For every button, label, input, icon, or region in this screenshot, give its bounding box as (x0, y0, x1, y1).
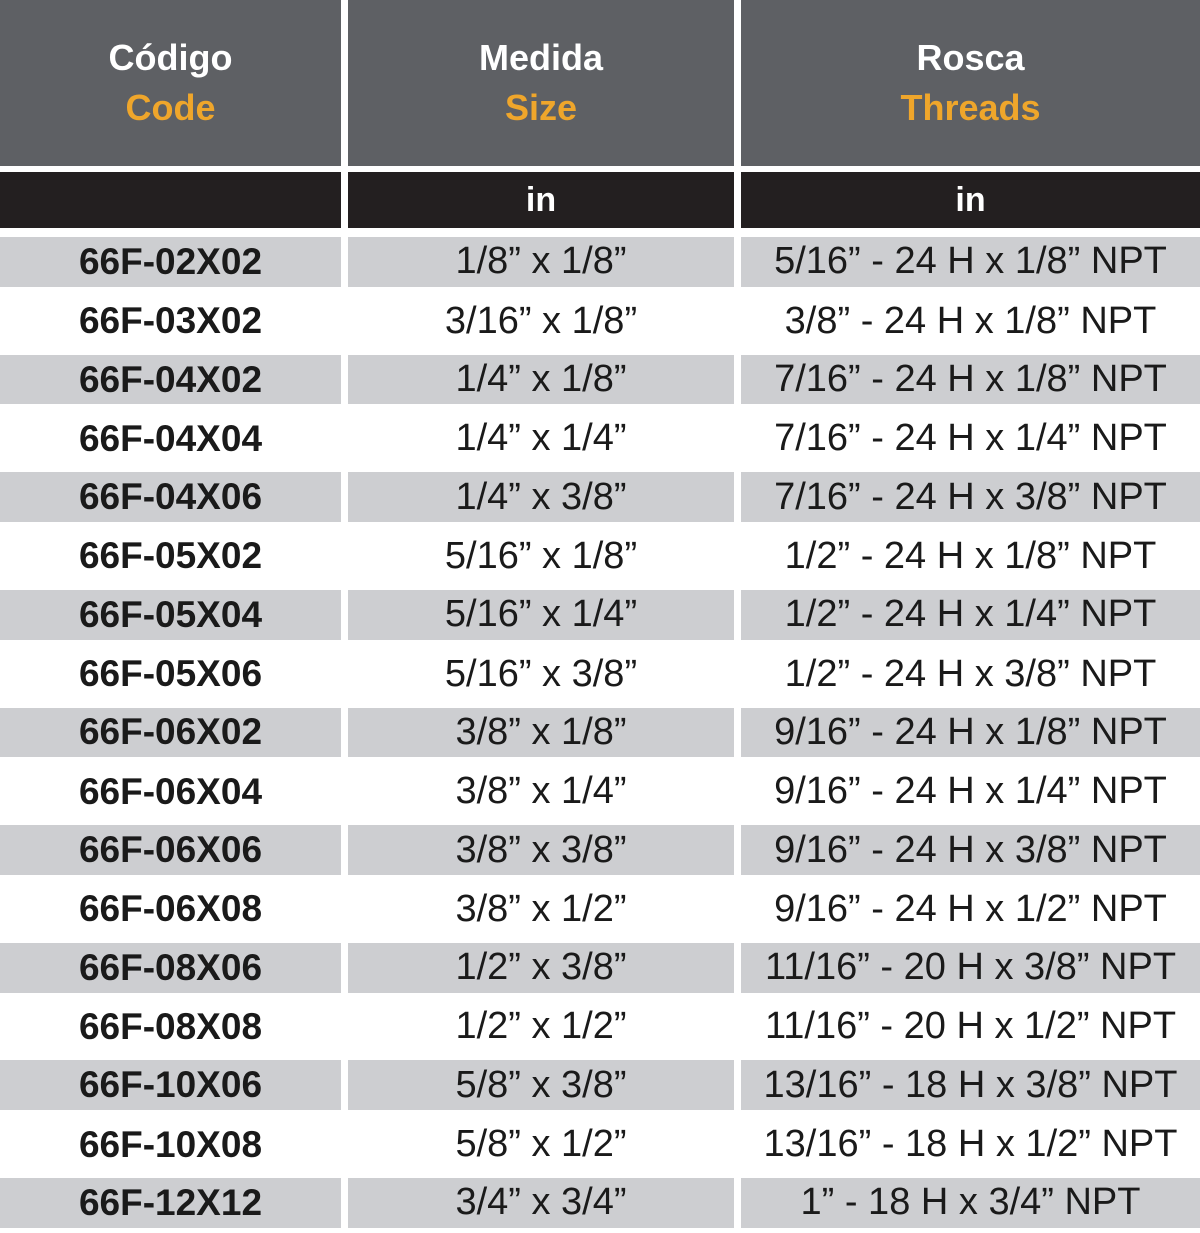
header-medida-es: Medida (478, 37, 603, 78)
code-cell: 66F-08X06 (0, 939, 341, 998)
header-codigo (0, 0, 341, 172)
size-cell: 3/16” x 1/8” (348, 292, 734, 351)
code-cell: 66F-02X02 (0, 233, 341, 292)
size-cell: 5/16” x 1/4” (348, 586, 734, 645)
code-cell: 66F-08X08 (0, 998, 341, 1057)
size-cell: 1/2” x 1/2” (348, 998, 734, 1057)
threads-cell: 9/16” - 24 H x 1/2” NPT (741, 880, 1200, 939)
size-cell: 1/4” x 1/8” (348, 351, 734, 410)
threads-cell: 1/2” - 24 H x 3/8” NPT (741, 645, 1200, 704)
code-cell: 66F-06X04 (0, 762, 341, 821)
size-cell: 3/4” x 3/4” (348, 1174, 734, 1233)
size-cell: 5/8” x 3/8” (348, 1056, 734, 1115)
header-codigo-en: Code (125, 87, 216, 128)
threads-cell: 3/8” - 24 H x 1/8” NPT (741, 292, 1200, 351)
header-medida (348, 0, 734, 172)
code-cell: 66F-06X08 (0, 880, 341, 939)
threads-cell: 1” - 18 H x 3/4” NPT (741, 1174, 1200, 1233)
code-cell: 66F-04X02 (0, 351, 341, 410)
header-rosca-es: Rosca (916, 37, 1025, 78)
header-rosca (741, 0, 1200, 172)
size-cell: 3/8” x 1/2” (348, 880, 734, 939)
size-cell: 1/4” x 1/4” (348, 409, 734, 468)
size-cell: 1/8” x 1/8” (348, 233, 734, 292)
threads-cell: 1/2” - 24 H x 1/4” NPT (741, 586, 1200, 645)
threads-cell: 7/16” - 24 H x 1/8” NPT (741, 351, 1200, 410)
size-cell: 5/16” x 3/8” (348, 645, 734, 704)
code-cell: 66F-10X06 (0, 1056, 341, 1115)
header-medida-en: Size (504, 87, 578, 128)
unit-cell-threads: in (741, 172, 1200, 233)
code-cell: 66F-06X06 (0, 821, 341, 880)
threads-cell: 9/16” - 24 H x 1/8” NPT (741, 704, 1200, 763)
threads-cell: 11/16” - 20 H x 1/2” NPT (741, 998, 1200, 1057)
size-cell: 5/16” x 1/8” (348, 527, 734, 586)
code-cell: 66F-05X04 (0, 586, 341, 645)
code-cell: 66F-10X08 (0, 1115, 341, 1174)
threads-cell: 1/2” - 24 H x 1/8” NPT (741, 527, 1200, 586)
header-codigo-es: Código (108, 37, 233, 78)
threads-cell: 9/16” - 24 H x 3/8” NPT (741, 821, 1200, 880)
threads-cell: 7/16” - 24 H x 3/8” NPT (741, 468, 1200, 527)
unit-cell-code (0, 172, 341, 233)
size-cell: 5/8” x 1/2” (348, 1115, 734, 1174)
code-cell: 66F-05X02 (0, 527, 341, 586)
threads-cell: 9/16” - 24 H x 1/4” NPT (741, 762, 1200, 821)
threads-cell: 7/16” - 24 H x 1/4” NPT (741, 409, 1200, 468)
code-cell: 66F-06X02 (0, 704, 341, 763)
size-cell: 3/8” x 3/8” (348, 821, 734, 880)
threads-cell: 11/16” - 20 H x 3/8” NPT (741, 939, 1200, 998)
code-cell: 66F-12X12 (0, 1174, 341, 1233)
threads-cell: 13/16” - 18 H x 1/2” NPT (741, 1115, 1200, 1174)
threads-cell: 13/16” - 18 H x 3/8” NPT (741, 1056, 1200, 1115)
code-cell: 66F-04X06 (0, 468, 341, 527)
size-cell: 1/2” x 3/8” (348, 939, 734, 998)
header-rosca-en: Threads (900, 87, 1041, 128)
code-cell: 66F-03X02 (0, 292, 341, 351)
code-cell: 66F-04X04 (0, 409, 341, 468)
size-cell: 1/4” x 3/8” (348, 468, 734, 527)
threads-cell: 5/16” - 24 H x 1/8” NPT (741, 233, 1200, 292)
code-cell: 66F-05X06 (0, 645, 341, 704)
unit-cell-size: in (348, 172, 734, 233)
size-cell: 3/8” x 1/8” (348, 704, 734, 763)
size-cell: 3/8” x 1/4” (348, 762, 734, 821)
